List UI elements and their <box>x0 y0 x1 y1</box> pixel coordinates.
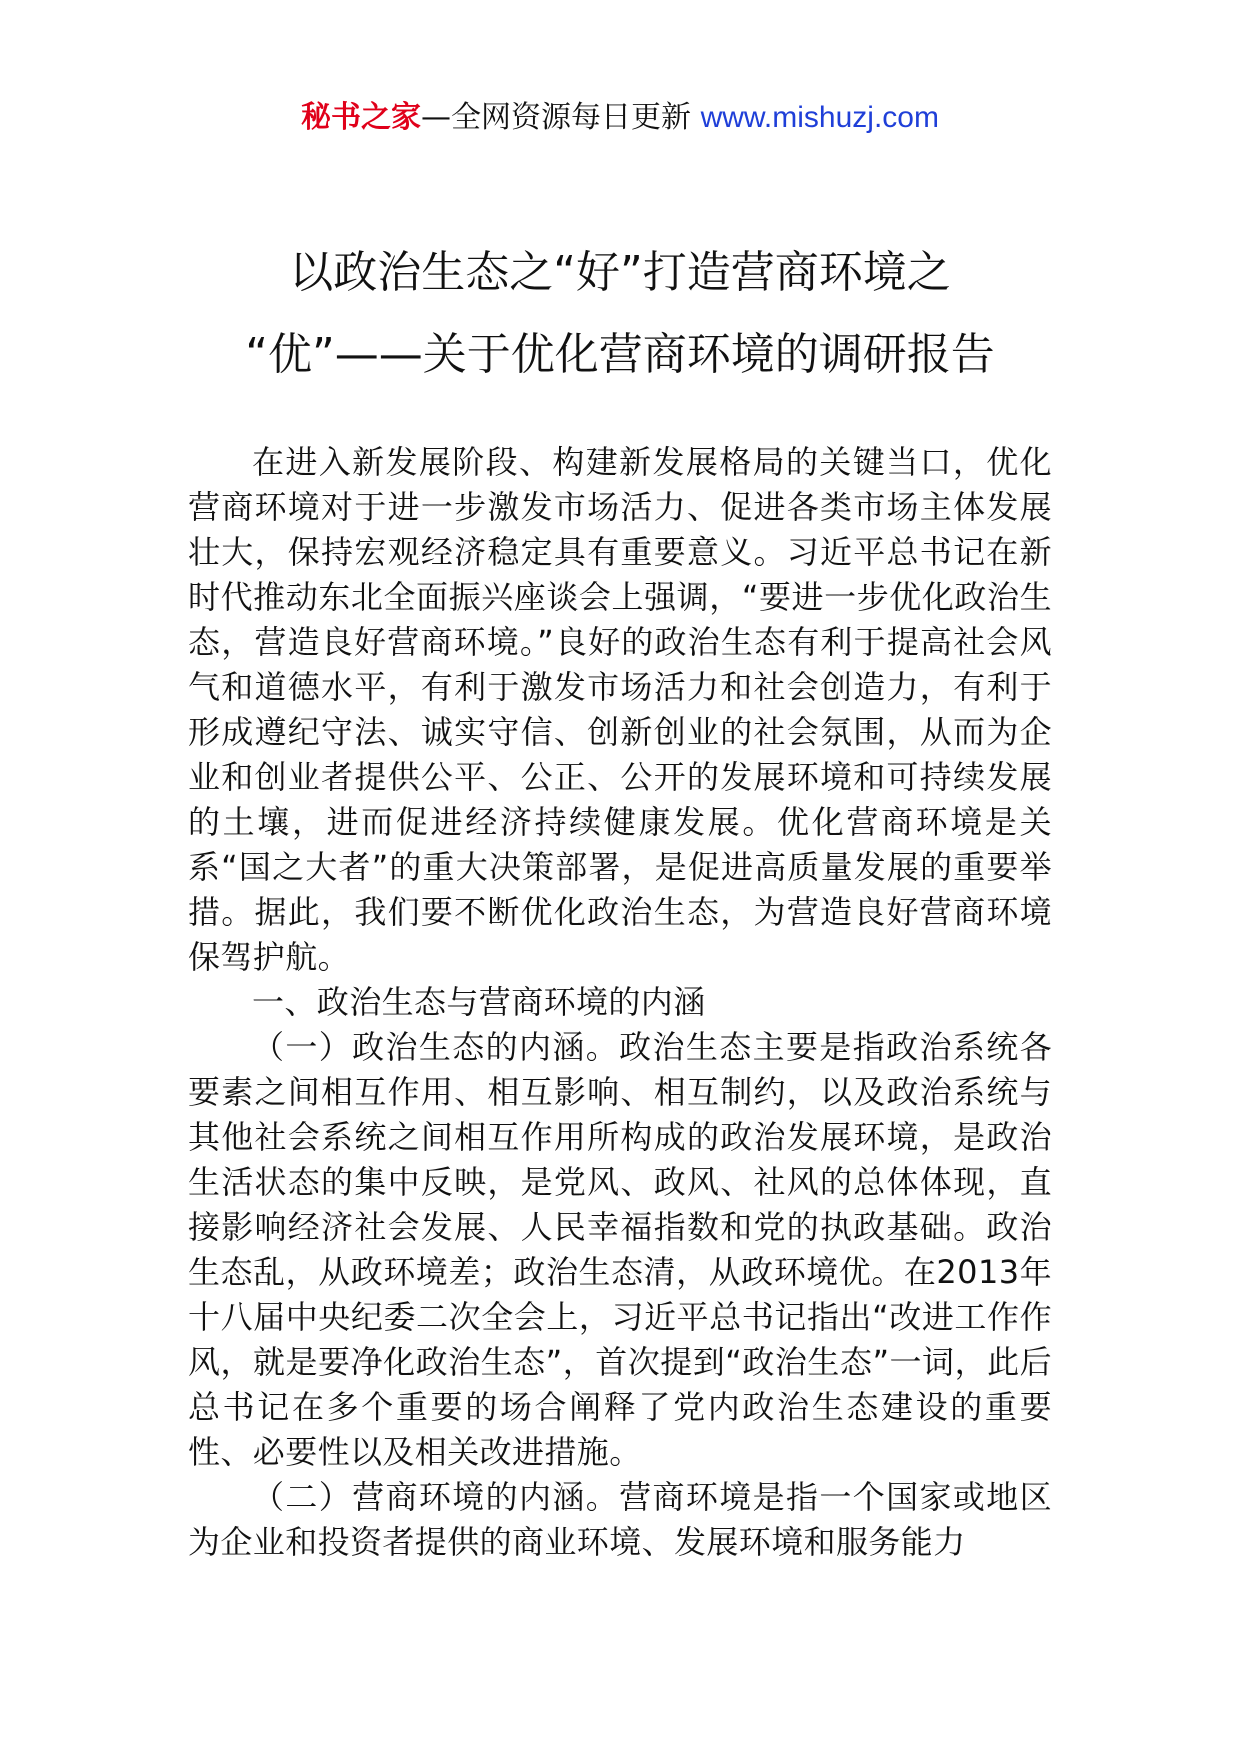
paragraph-intro: 在进入新发展阶段、构建新发展格局的关键当口，优化营商环境对于进一步激发市场活力、促进各类市场主体发展壮大，保持宏观经济稳定具有重要意义。习近平总书记在新时代推动东北全面振兴座谈会上强调，“要进一步优化政治生态，营造良好营商环境。”良好的政治生态有利于提高社会风气和道德水平，有利于激发市场活力和社会创造力，有利于形成遵纪守法、诚实守信、创新创业的社会氛围，从而为企业和创业者提供公平、公正、公开的发展环境和可持续发展的土壤，进而促进经济持续健康发展。优化营商环境是关系“国之大者”的重大决策部署，是促进高质量发展的重要举措。据此，我们要不断优化政治生态，为营造良好营商环境保驾护航。 <box>188 443 1052 976</box>
site-url[interactable]: www.mishuzj.com <box>700 101 939 134</box>
title-line-2: “优”——关于优化营商环境的调研报告 <box>245 329 995 380</box>
section-heading-1: 一、政治生态与营商环境的内涵 <box>252 983 706 1021</box>
title-line-1: 以政治生态之“好”打造营商环境之 <box>289 247 951 298</box>
site-header <box>0 98 1240 138</box>
site-tagline: —全网资源每日更新 <box>421 100 692 135</box>
paragraph-political-ecology: （一）政治生态的内涵。政治生态主要是指政治系统各要素之间相互作用、相互影响、相互制约，以及政治系统与其他社会系统之间相互作用所构成的政治发展环境，是政治生活状态的集中反映，是党风、政风、社风的总体体现，直接影响经济社会发展、人民幸福指数和党的执政基础。政治生态乱，从政环境差；政治生态清，从政环境优。在2013年十八届中央纪委二次全会上，习近平总书记指出“改进工作作风，就是要净化政治生态”，首次提到“政治生态”一词，此后总书记在多个重要的场合阐释了党内政治生态建设的重要性、必要性以及相关改进措施。 <box>188 1028 1052 1471</box>
document-body <box>188 440 1052 1565</box>
document-title <box>160 232 1080 396</box>
site-brand: 秘书之家 <box>301 100 422 135</box>
paragraph-business-environment: （二）营商环境的内涵。营商环境是指一个国家或地区为企业和投资者提供的商业环境、发展环境和服务能力 <box>188 1478 1052 1561</box>
